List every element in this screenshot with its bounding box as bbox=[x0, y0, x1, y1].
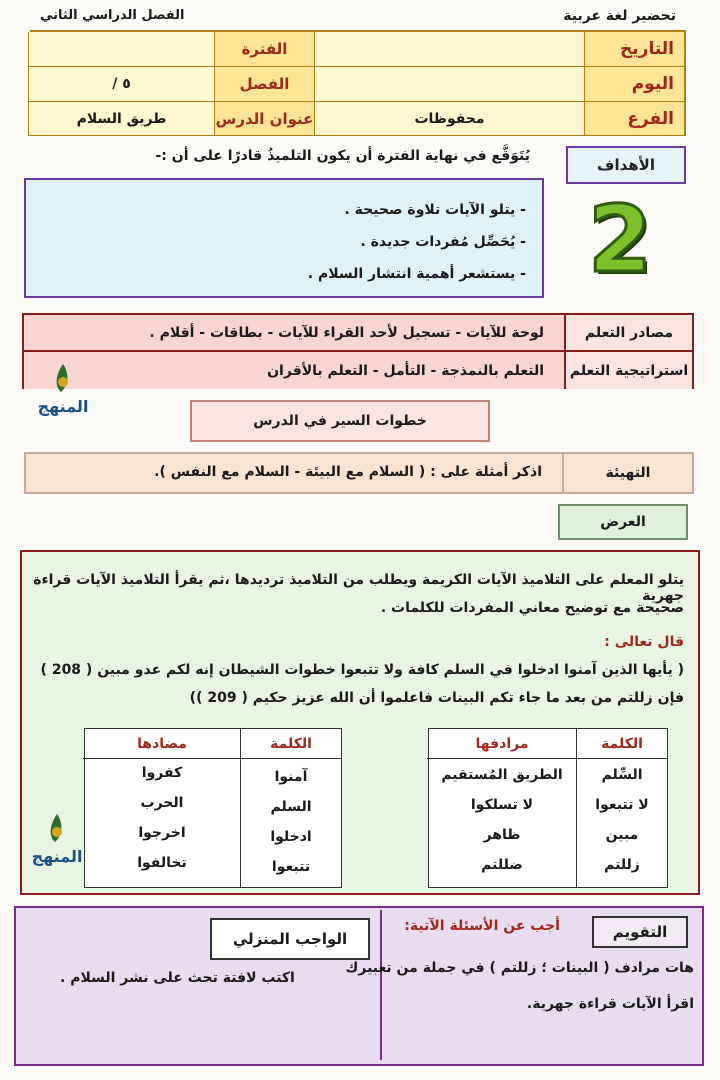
logo-text: المنهج bbox=[37, 397, 89, 416]
warmup-value: اذكر أمثلة على : ( السلام مع البيئة - السلام مع النفس ). bbox=[154, 464, 542, 480]
table-cell: الطريق المُستقيم bbox=[441, 767, 563, 783]
logo-dot bbox=[58, 377, 68, 387]
almanhaj-logo bbox=[28, 360, 98, 424]
page-title: تحضير لغة عربية bbox=[563, 8, 676, 24]
objectives-label: الأهداف bbox=[566, 146, 686, 184]
lesson-steps-title: خطوات السير في الدرس bbox=[190, 400, 490, 442]
warmup-row bbox=[24, 452, 694, 494]
table-cell: زللتم bbox=[604, 857, 640, 873]
antonyms-word-header: الكلمة bbox=[241, 729, 341, 759]
branch-value[interactable]: محفوظات bbox=[314, 102, 584, 136]
strategy-value: التعلم بالنمذجة - التأمل - التعلم بالأقران bbox=[24, 352, 564, 389]
lesson-label: عنوان الدرس bbox=[214, 102, 314, 136]
table-cell: الحرب bbox=[140, 795, 184, 811]
evaluation-intro: أجب عن الأسئلة الآتية: bbox=[404, 918, 560, 934]
class-value[interactable]: ٥ / bbox=[28, 67, 214, 102]
table-cell: السلم bbox=[270, 799, 312, 815]
logo-text: المنهج bbox=[31, 847, 83, 866]
period-label: الفترة bbox=[214, 32, 314, 67]
verse-line: ( يأيها الذين آمنوا ادخلوا في السلم كافة ولا تتبعوا خطوات الشيطان إنه لكم عدو مبين ( 208 ) bbox=[40, 662, 684, 678]
table-cell: ادخلوا bbox=[270, 829, 312, 845]
presentation-label: العرض bbox=[558, 504, 688, 540]
presentation-box bbox=[20, 550, 700, 895]
resources-value: لوحة للآيات - تسجيل لأحد القراء للآيات - بطاقات - أقلام . bbox=[24, 315, 564, 350]
table-cell: السِّلم bbox=[601, 767, 643, 783]
table-cell: اخرجوا bbox=[138, 825, 186, 841]
table-cell: لا تسلكوا bbox=[470, 797, 534, 813]
objective-item: - يستشعر أهمية انتشار السلام . bbox=[307, 266, 526, 282]
presentation-paragraph: صحيحة مع توضيح معاني المفردات للكلمات . bbox=[380, 600, 684, 616]
table-cell: تخالفوا bbox=[137, 855, 187, 871]
warmup-label: التهيئة bbox=[562, 454, 692, 492]
table-cell: ضللتم bbox=[481, 857, 523, 873]
table-cell: مبين bbox=[605, 827, 639, 843]
synonyms-table bbox=[428, 728, 668, 888]
presentation-paragraph: يتلو المعلم على التلاميذ الآيات الكريمة ويطلب من التلاميذ ترديدها ،ثم يقرأ التلاميذ الآيات قراءة جهرية bbox=[33, 572, 684, 604]
table-cell: تتبعوا bbox=[271, 859, 311, 875]
day-value[interactable] bbox=[314, 67, 584, 102]
antonyms-opposite-header: مضادها bbox=[83, 729, 241, 759]
table-cell: لا تتبعوا bbox=[595, 797, 649, 813]
verse-line: فإن زللتم من بعد ما جاء تكم البينات فاعلموا أن الله عزيز حكيم ( 209 )) bbox=[189, 690, 684, 706]
day-label: اليوم bbox=[584, 67, 684, 102]
synonyms-word-header: الكلمة bbox=[577, 729, 667, 759]
quote-label: قال تعالى : bbox=[604, 634, 684, 650]
evaluation-label: التقويم bbox=[592, 916, 688, 948]
resources-row bbox=[24, 315, 692, 352]
antonyms-table bbox=[84, 728, 342, 888]
evaluation-divider bbox=[380, 910, 382, 1060]
synonyms-meaning-header: مرادفها bbox=[427, 729, 577, 759]
semester-label: الفصل الدراسي الثاني bbox=[40, 8, 185, 23]
table-cell: ظاهر bbox=[483, 827, 521, 843]
resources-label: مصادر التعلم bbox=[564, 315, 692, 350]
objective-item: - يُحَصِّل مُفردات جديدة . bbox=[360, 234, 526, 250]
objectives-intro: يُتَوَقَّع في نهاية الفترة أن يكون التلميذُ قادرًا على أن :- bbox=[155, 148, 530, 164]
date-value[interactable] bbox=[314, 32, 584, 67]
lesson-value[interactable]: طريق السلام bbox=[28, 102, 214, 136]
evaluation-question: هات مرادف ( البينات ؛ زللتم ) في جملة من تعبيرك bbox=[345, 960, 694, 976]
class-label: الفصل bbox=[214, 67, 314, 102]
resources-strategy-table bbox=[22, 313, 694, 389]
period-value[interactable] bbox=[28, 32, 214, 67]
date-label: التاريخ bbox=[584, 32, 684, 67]
objectives-box bbox=[24, 178, 544, 298]
table-cell: آمنوا bbox=[274, 769, 308, 785]
objectives-count-number: 2 bbox=[587, 186, 652, 293]
almanhaj-logo bbox=[22, 810, 92, 874]
table-cell: كفروا bbox=[141, 765, 183, 781]
homework-label: الواجب المنزلي bbox=[210, 918, 370, 960]
info-table bbox=[30, 30, 686, 136]
homework-text: اكتب لافتة تحث على نشر السلام . bbox=[60, 970, 295, 986]
strategy-row bbox=[24, 352, 692, 389]
logo-dot bbox=[52, 827, 62, 837]
evaluation-question: اقرأ الآيات قراءة جهرية. bbox=[526, 996, 694, 1012]
strategy-label: استراتيجية التعلم bbox=[564, 352, 692, 389]
objective-item: - يتلو الآيات تلاوة صحيحة . bbox=[344, 202, 526, 218]
branch-label: الفرع bbox=[584, 102, 684, 136]
